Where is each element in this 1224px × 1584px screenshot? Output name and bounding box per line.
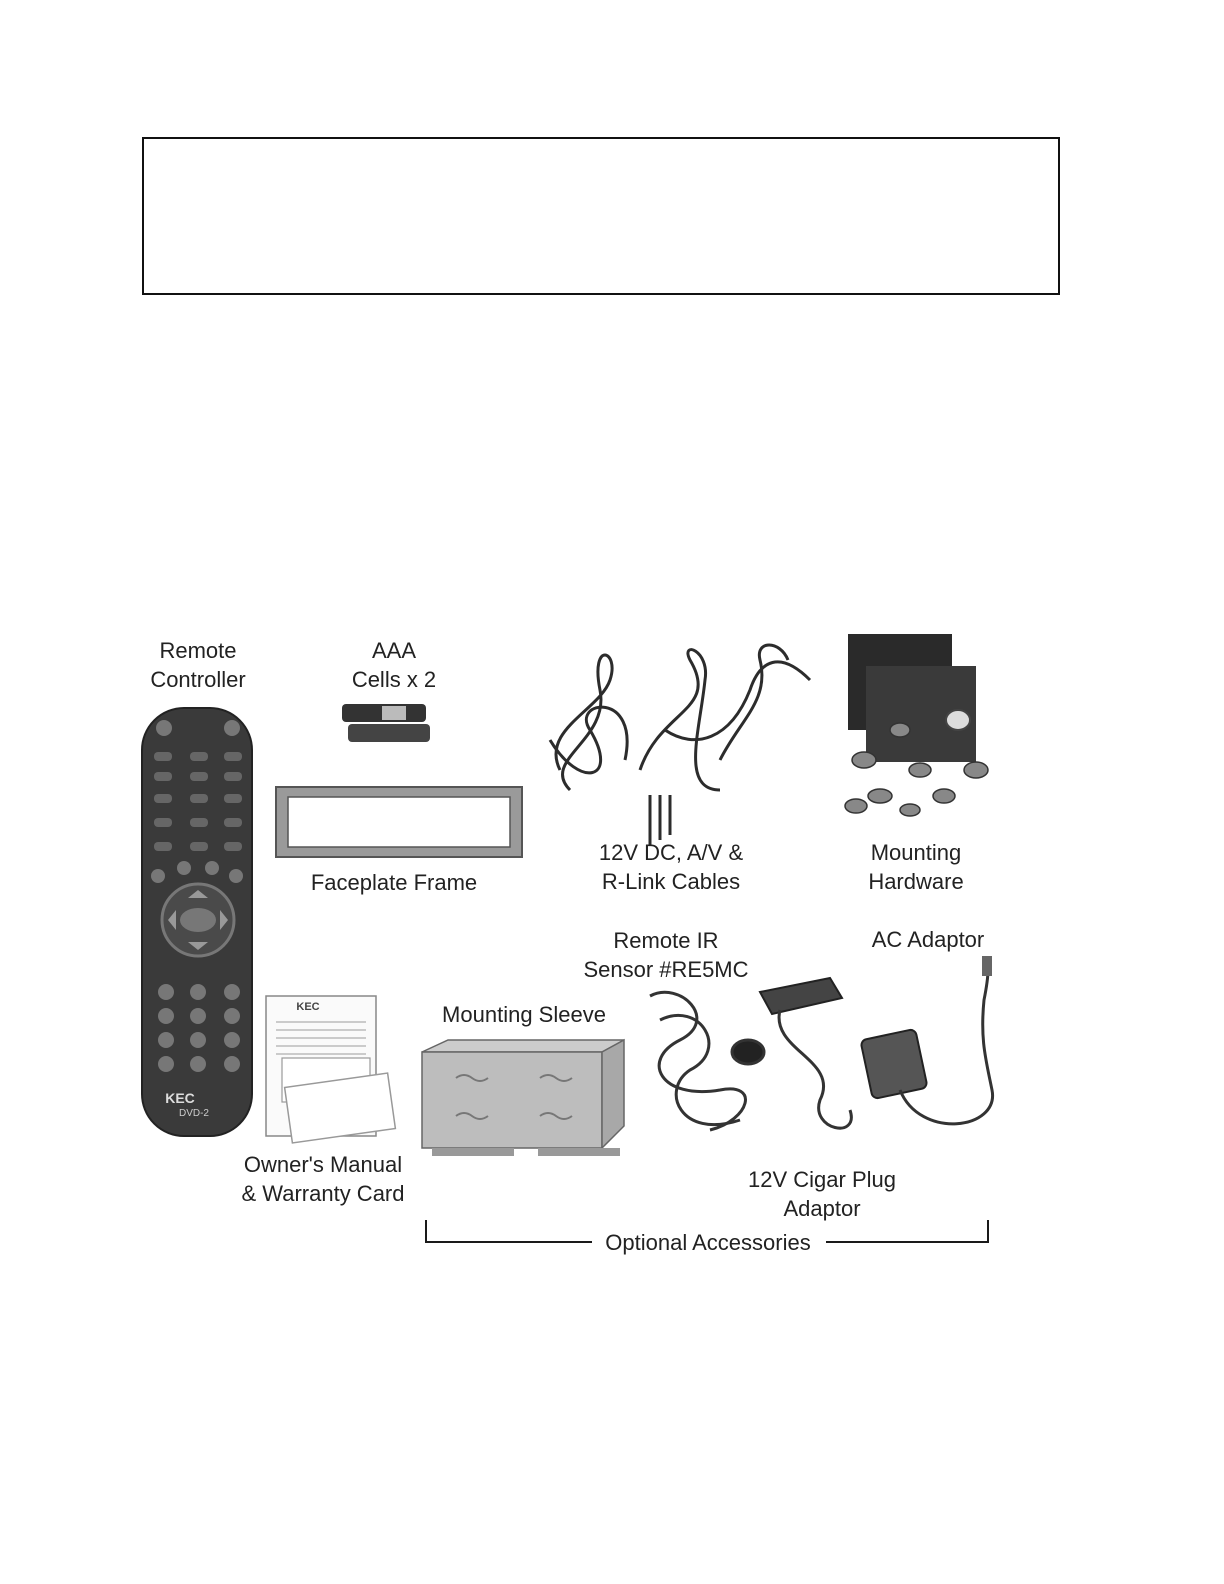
ac-adaptor-image (860, 956, 992, 1124)
owners-manual-image (266, 996, 395, 1143)
manual-brand-logo: KEC (296, 1001, 320, 1013)
owners-manual-label: Owner's Manual & Warranty Card (241, 1152, 405, 1206)
package-contents-figure (120, 620, 1020, 1280)
remote-ir-sensor-image (650, 992, 764, 1130)
cigar-plug-image (760, 978, 851, 1128)
mounting-hardware-image (845, 634, 988, 816)
faceplate-frame-label: Faceplate Frame (310, 870, 478, 895)
remote-brand-logo: KEC (165, 1090, 195, 1106)
remote-model-label: DVD-2 (178, 1108, 209, 1119)
remote-controller-label: Remote Controller (150, 638, 246, 692)
notice-box (142, 137, 1060, 295)
cigar-plug-label: 12V Cigar Plug Adaptor (748, 1167, 896, 1221)
aaa-cells-label: AAA Cells x 2 (351, 638, 437, 692)
cables-label: 12V DC, A/V & R-Link Cables (598, 840, 744, 894)
faceplate-frame-image (276, 787, 522, 857)
cables-image (550, 645, 810, 845)
mounting-sleeve-label: Mounting Sleeve (442, 1002, 606, 1027)
mounting-sleeve-image (422, 1040, 624, 1156)
remote-ir-sensor-label: Remote IR Sensor #RE5MC (583, 928, 749, 982)
ac-adaptor-label: AC Adaptor (871, 927, 985, 952)
aaa-cells-image (342, 704, 430, 742)
mounting-hardware-label: Mounting Hardware (868, 840, 964, 894)
optional-accessories-label: Optional Accessories (592, 1228, 824, 1257)
remote-controller-image (142, 708, 252, 1136)
